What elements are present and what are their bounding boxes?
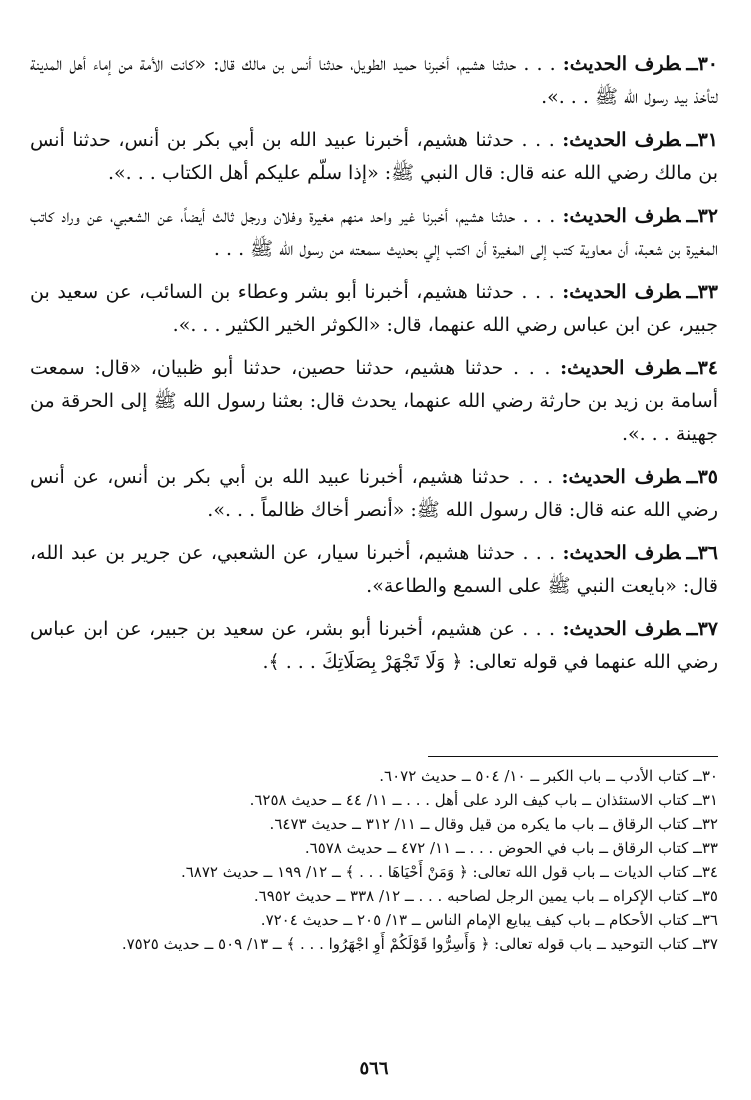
entry-text: . . . حدثنا هشيم، أخبرنا غير واحد منهم مغيرة وفلان ورجل ثالث أيضاً، عن الشعبي، عن وراد كاتب المغيرة بن شعبة، أن معاوية كتب إلى المغيرة أن اكتب إلي بحديث سمعته من رسول الله ﷺ . . . xyxy=(30,205,718,260)
entry-text: . . . حدثنا هشيم، أخبرنا عبيد الله بن أبي بكر بن أنس، حدثنا أنس بن مالك رضي الله عنه قال: قال النبي ﷺ: «إذا سلّم عليكم أهل الكتاب . . .». xyxy=(30,129,718,184)
footnote: ٣٦ــ كتاب الأحكام ــ باب كيف يبايع الإمام الناس ــ ١٣/ ٢٠٥ ــ حديث ٧٢٠٤. xyxy=(260,911,718,929)
entry-label: طرف الحديث: xyxy=(561,466,681,488)
entry-text: . . . حدثنا هشيم، أخبرنا سيار، عن الشعبي، عن جرير بن عبد الله، قال: «بايعت النبي ﷺ على السمع والطاعة». xyxy=(30,542,718,597)
footnote: ٣٠ــ كتاب الأدب ــ باب الكبر ــ ١٠/ ٥٠٤ ــ حديث ٦٠٧٢. xyxy=(379,767,718,785)
entry-label: طرف الحديث: xyxy=(562,129,681,151)
footnotes xyxy=(30,764,718,956)
entry-text: . . . حدثنا هشيم، أخبرنا حميد الطويل، حدثنا أنس بن مالك قال: «كانت الأمة من إماء أهل المدينة لتأخذ بيد رسول الله ﷺ . . .». xyxy=(30,53,718,108)
entry-label: طرف الحديث: xyxy=(560,357,681,379)
entry-number: ٣٠ــ xyxy=(686,53,718,75)
hadith-entry xyxy=(30,200,718,266)
footnote: ٣٢ــ كتاب الرقاق ــ باب ما يكره من قيل وقال ــ ١١/ ٣١٢ ــ حديث ٦٤٧٣. xyxy=(269,815,718,833)
entry-text: . . . حدثنا هشيم، حدثنا حصين، حدثنا أبو ظبيان، «قال: سمعت أسامة بن زيد بن حارثة رضي الله عنهما، يحدث قال: بعثنا رسول الله ﷺ إلى الحرقة من جهينة . . .». xyxy=(30,357,718,445)
hadith-entry xyxy=(30,124,718,190)
hadith-entry xyxy=(30,537,718,603)
entry-number: ٣٤ــ xyxy=(686,357,718,379)
footnote-separator xyxy=(428,756,718,757)
hadith-entry xyxy=(30,461,718,527)
entry-number: ٣٥ــ xyxy=(686,466,718,488)
footnote: ٣٣ــ كتاب الرقاق ــ باب في الحوض . . . ــ ١١/ ٤٧٢ ــ حديث ٦٥٧٨. xyxy=(304,839,718,857)
entry-label: طرف الحديث: xyxy=(562,205,681,227)
footnote: ٣٤ــ كتاب الديات ــ باب قول الله تعالى: ﴿ وَمَنْ أَحْيَاهَا . . . ﴾ ــ ١٢/ ١٩٩ ــ حديث ٦٨٧٢. xyxy=(180,863,718,881)
hadith-entry xyxy=(30,276,718,342)
entry-text: . . . حدثنا هشيم، أخبرنا عبيد الله بن أبي بكر بن أنس، عن أنس رضي الله عنه قال: قال رسول الله ﷺ: «أنصر أخاك ظالماً . . .». xyxy=(30,466,718,521)
entry-text: . . . حدثنا هشيم، أخبرنا أبو بشر وعطاء بن السائب، عن سعيد بن جبير، عن ابن عباس رضي الله عنهما، قال: «الكوثر الخير الكثير . . .». xyxy=(30,281,718,336)
entry-number: ٣٢ــ xyxy=(686,205,718,227)
hadith-list xyxy=(30,48,718,679)
page-number: ٥٦٦ xyxy=(359,1058,389,1079)
hadith-entry xyxy=(30,352,718,451)
book-page xyxy=(30,48,718,1078)
footnote: ٣٧ــ كتاب التوحيد ــ باب قوله تعالى: ﴿ وَأَسِرُّوا قَوْلَكُمْ أَوِ اجْهَرُوا . . . ﴾ ــ ١٣/ ٥٠٩ ــ حديث ٧٥٢٥. xyxy=(121,935,718,953)
entry-label: طرف الحديث: xyxy=(562,542,681,564)
entry-number: ٣١ــ xyxy=(686,129,718,151)
entry-label: طرف الحديث: xyxy=(562,618,681,640)
entry-text: . . . عن هشيم، أخبرنا أبو بشر، عن سعيد بن جبير، عن ابن عباس رضي الله عنهما في قوله تعالى: ﴿ وَلَا تَجْهَرْ بِصَلَاتِكَ . . . ﴾. xyxy=(30,618,718,673)
hadith-entry xyxy=(30,48,718,114)
entry-number: ٣٧ــ xyxy=(686,618,718,640)
entry-number: ٣٦ــ xyxy=(686,542,718,564)
entry-number: ٣٣ــ xyxy=(686,281,718,303)
entry-label: طرف الحديث: xyxy=(562,281,681,303)
hadith-entry xyxy=(30,613,718,679)
footnote: ٣٥ــ كتاب الإكراه ــ باب يمين الرجل لصاحبه . . . ــ ١٢/ ٣٣٨ ــ حديث ٦٩٥٢. xyxy=(253,887,718,905)
entry-label: طرف الحديث: xyxy=(562,53,681,75)
footnote: ٣١ــ كتاب الاستئذان ــ باب كيف الرد على أهل . . . ــ ١١/ ٤٤ ــ حديث ٦٢٥٨. xyxy=(249,791,718,809)
